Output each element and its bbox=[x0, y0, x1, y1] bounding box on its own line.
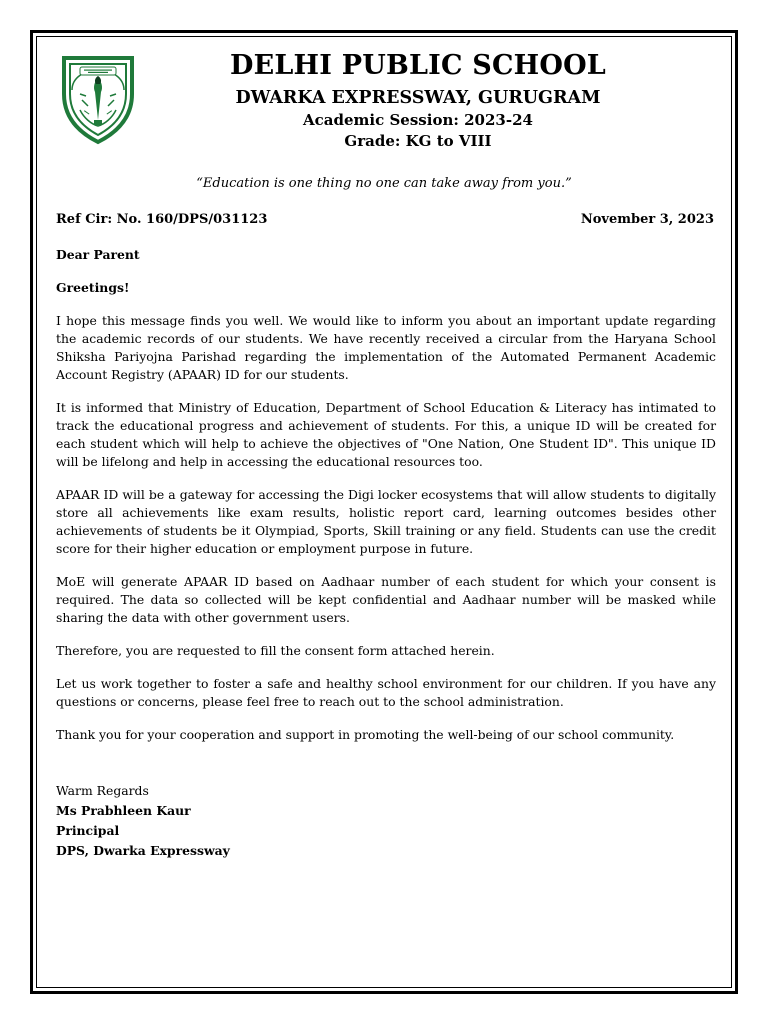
paragraph-1: I hope this message finds you well. We would like to inform you about an important update regarding the academic records of our students. We have recently received a circular from the Haryana School Shiksha Pariyojna Parishad regarding the implementation of the Automated Permanent Academic Account Registry (APAAR) ID for our students. bbox=[56, 313, 716, 382]
paragraph-3: APAAR ID will be a gateway for accessing the Digi locker ecosystems that will allow students to digitally store all achievements like exam results, holistic report card, learning outcomes besides other achievements of students be it Olympiad, Sports, Skill training or any field. Students can use the credit score for their higher education or employment purpose in future. bbox=[56, 487, 716, 556]
signature-block bbox=[56, 781, 230, 861]
closing: Warm Regards bbox=[56, 783, 149, 798]
signatory-name: Ms Prabhleen Kaur bbox=[56, 803, 191, 818]
branch-name: DWARKA EXPRESSWAY, GURUGRAM bbox=[235, 88, 601, 108]
school-name: DELHI PUBLIC SCHOOL bbox=[229, 50, 606, 81]
paragraph-2: It is informed that Ministry of Education, Department of School Education & Literacy has intimated to track the educational progress and achievement of students. For this, a unique ID will be created for each student which will help to achieve the objectives of "One Nation, One Student ID". This unique ID will be lifelong and help in accessing the educational resources too. bbox=[56, 400, 716, 469]
salutation: Dear Parent bbox=[56, 247, 140, 262]
signatory-title: Principal bbox=[56, 823, 120, 838]
letter-date: November 3, 2023 bbox=[580, 212, 714, 227]
letterhead bbox=[140, 48, 696, 152]
academic-session: Academic Session: 2023-24 bbox=[303, 111, 533, 129]
reference-row bbox=[56, 211, 714, 229]
grade-range: Grade: KG to VIII bbox=[344, 132, 492, 150]
paragraph-6: Let us work together to foster a safe and healthy school environment for our children. If you have any questions or concerns, please feel free to reach out to the school administration. bbox=[56, 676, 716, 709]
motto-quote: “Education is one thing no one can take away from you.” bbox=[196, 176, 572, 191]
reference-number: Ref Cir: No. 160/DPS/031123 bbox=[56, 212, 268, 227]
greeting: Greetings! bbox=[56, 280, 130, 295]
letter-body bbox=[56, 246, 716, 759]
paragraph-4: MoE will generate APAAR ID based on Aadhaar number of each student for which your consent is required. The data so collected will be kept confidential and Aadhaar number will be masked while sharing the data with other government users. bbox=[56, 574, 716, 625]
dps-crest-icon bbox=[58, 48, 138, 146]
paragraph-7: Thank you for your cooperation and support in promoting the well-being of our school community. bbox=[56, 727, 675, 742]
signatory-org: DPS, Dwarka Expressway bbox=[56, 843, 230, 858]
paragraph-5: Therefore, you are requested to fill the consent form attached herein. bbox=[56, 643, 495, 658]
